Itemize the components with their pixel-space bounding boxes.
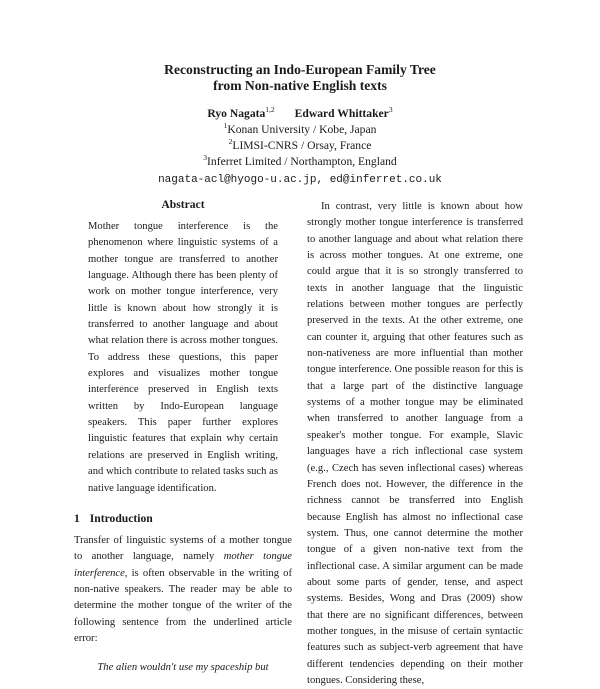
abstract-text: Mother tongue interference is the phenomenon where linguistic systems of a mother tongue are transferred to another language. Although there has been plenty of work on mother tongue interference, very little is known about how strongly it is transferred to another language and about what relation there is across mother tongues. To address these questions, this paper explores and visualizes mother tongue interference preserved in English texts written by Indo-European language speakers. This paper further explores linguistic features that explain why certain relations are preserved in English writing, and which contribute to related tasks such as native language identification.: [88, 221, 278, 494]
affiliation-text: Konan University / Kobe, Japan: [227, 123, 377, 136]
title-line-1: Reconstructing an Indo-European Family Tree: [164, 62, 436, 77]
intro-text-end: , is often observable in the writing of non-native speakers. The reader may be able to determine the mother tongue of the writer of the following sentence from the underlined article error:: [74, 567, 292, 644]
abstract-heading: Abstract: [161, 198, 205, 211]
affiliation-mark: 3: [203, 153, 208, 163]
author-list: [0, 106, 600, 122]
affiliation-2: [0, 138, 600, 154]
author-affiliation-mark: 1,2: [265, 105, 275, 115]
author-name: Ryo Nagata: [207, 107, 266, 120]
author-emails: nagata-acl@hyogo-u.ac.jp, ed@inferret.co.uk: [158, 173, 442, 186]
emphasized-term: mother tongue interference: [74, 551, 292, 579]
example-sentence: The alien wouldn't use my spaceship but: [97, 662, 269, 674]
author-affiliation-mark: 3: [388, 105, 393, 115]
right-column-paragraph: In contrast, very little is known about how strongly mother tongue interference is transferred to another language and about what relation there is across mother tongues. At one extreme, one could argue that it is so strongly transferred to texts in another language that the linguistic relations between mother tongues are perfectly preserved in the texts. At the other extreme, one can counter it, arguing that other features such as non-nativeness are more influential than mother tongue interference. One possible reason for this is that a large part of the distinctive language systems of a mother tongue may be eliminated when transferred to another language from a speaker's mother tongue. For example, Slavic languages have a rich inflectional case system (e.g., Czech has seven inflectional cases) whereas French does not. However, the difference in the richness cannot be transferred into English because English has almost no inflectional case system. Thus, one cannot determine the mother tongue of a given non-native text from the inflectional case. A similar argument can be made about some parts of gender, tense, and aspect systems. Besides, Wong and Dras (2009) show that there are no significant differences, between mother tongues, in the misuse of certain syntactic features such as subject-verb agreement that have different tendencies depending on their mother tongues. Considering these,: [307, 201, 523, 686]
affiliation-mark: 1: [223, 121, 228, 131]
affiliation-3: [0, 154, 600, 170]
affiliation-text: LIMSI-CNRS / Orsay, France: [232, 139, 372, 153]
left-column: [74, 197, 292, 677]
right-column: [307, 199, 523, 689]
paper-header: [0, 62, 600, 188]
intro-text-start: Transfer of linguistic systems of a mother tongue to another language, namely: [74, 534, 292, 563]
paper-title: [0, 62, 600, 94]
author-1: [207, 107, 274, 120]
author-name: Edward Whittaker: [294, 107, 389, 120]
intro-paragraph: [74, 533, 292, 647]
affiliation-text: Inferret Limited / Northampton, England: [207, 155, 397, 169]
affiliation-mark: 2: [228, 137, 233, 147]
author-2: [295, 107, 393, 120]
title-line-2: from Non-native English texts: [213, 78, 387, 93]
section-number: 1: [74, 511, 80, 525]
section-title: Introduction: [89, 511, 153, 525]
section-heading: [74, 511, 292, 527]
affiliation-1: [0, 122, 600, 138]
